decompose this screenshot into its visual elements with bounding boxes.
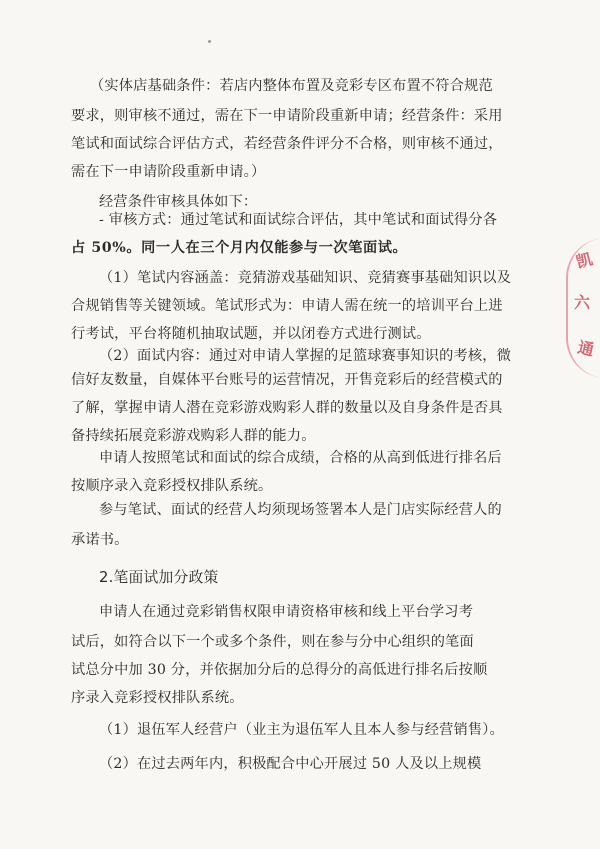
paragraph-line-3: 笔试和面试综合评估方式，若经营条件评分不合格，则审核不通过， <box>71 136 503 152</box>
paragraph-line-12: 信好友数量，自媒体平台账号的运营情况，开售竞彩后的经营模式的 <box>71 372 503 388</box>
paragraph-line-4: 需在下一申请阶段重新申请。） <box>71 164 266 180</box>
paragraph-line-18: 承诺书。 <box>71 532 129 548</box>
paragraph-line-9: 合规销售等关键领域。笔试形式为：申请人需在统一的培训平台上进 <box>71 298 503 314</box>
paragraph-line-2: 要求，则审核不通过，需在下一申请阶段重新申请；经营条件：采用 <box>71 108 503 124</box>
paragraph-line-23: （1）退伍军人经营户（业主为退伍军人且本人参与经营销售）。 <box>99 722 504 738</box>
red-seal-stamp <box>566 238 600 388</box>
paragraph-line-20: 试后，如符合以下一个或多个条件，则在参与分中心组织的笔面 <box>71 634 474 650</box>
stamp-char-2: 六 <box>574 293 591 312</box>
paragraph-line-7-bold: 占 50%。同一人在三个月内仅能参与一次笔面试。 <box>71 240 408 256</box>
stamp-char-3: 通 <box>575 337 596 360</box>
paragraph-line-13: 了解，掌握申请人潜在竞彩游戏购彩人群的数量以及自身条件是否具 <box>71 400 503 416</box>
paragraph-line-15: 申请人按照笔试和面试的综合成绩，合格的从高到低进行排名后 <box>99 450 502 466</box>
section-heading: 2.笔面试加分政策 <box>99 569 219 586</box>
paragraph-line-8: （1）笔试内容涵盖：竞猜游戏基础知识、竞猜赛事基础知识以及 <box>99 270 512 286</box>
paragraph-line-11: （2）面试内容：通过对申请人掌握的足篮球赛事知识的考核，微 <box>99 348 512 364</box>
scan-speck <box>208 40 211 43</box>
paragraph-line-21: 试总分中加 30 分，并依据加分后的总得分的高低进行排名后按顺 <box>71 662 488 678</box>
paragraph-line-22: 序录入竞彩授权排队系统。 <box>71 690 244 706</box>
paragraph-line-19: 申请人在通过竞彩销售权限申请资格审核和线上平台学习考 <box>99 604 474 620</box>
paragraph-line-1: （实体店基础条件：若店内整体布置及竞彩专区布置不符合规范 <box>90 78 493 94</box>
paragraph-line-5: 经营条件审核具体如下： <box>99 194 258 210</box>
paragraph-line-24: （2）在过去两年内，积极配合中心开展过 50 人及以上规模 <box>99 756 482 772</box>
paragraph-line-10: 行考试，平台将随机抽取试题，并以闭卷方式进行测试。 <box>71 326 431 342</box>
paragraph-line-17: 参与笔试、面试的经营人均须现场签署本人是门店实际经营人的 <box>99 502 502 518</box>
paragraph-line-6: - 审核方式：通过笔试和面试综合评估，其中笔试和面试得分各 <box>99 212 498 228</box>
paragraph-line-14: 备持续拓展竞彩游戏购彩人群的能力。 <box>71 428 316 444</box>
stamp-char-1: 凯 <box>574 249 595 272</box>
paragraph-line-16: 按顺序录入竞彩授权排队系统。 <box>71 478 273 494</box>
